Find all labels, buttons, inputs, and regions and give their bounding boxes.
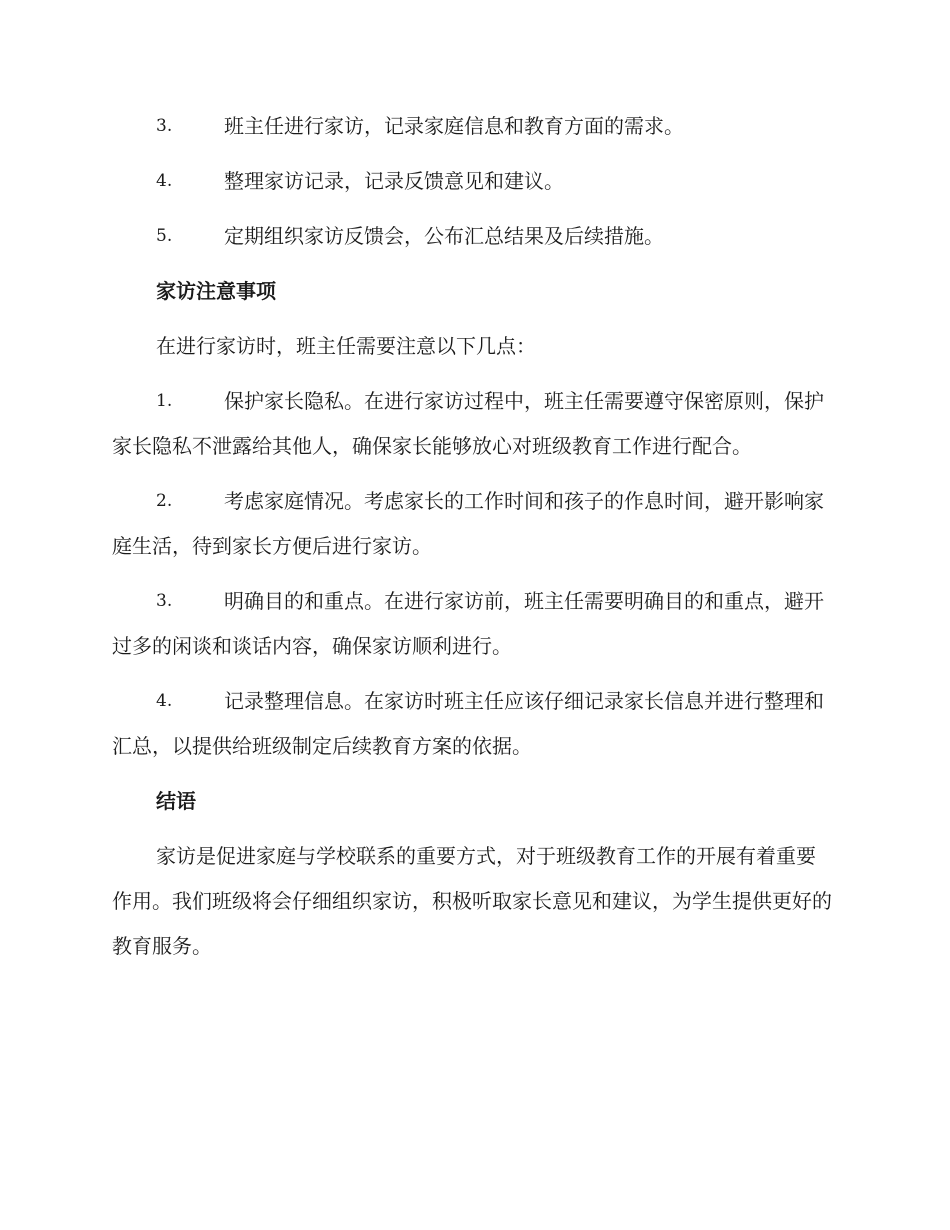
list-item-text: 整理家访记录，记录反馈意见和建议。 bbox=[224, 169, 564, 193]
document-body bbox=[112, 104, 834, 979]
note-item-3 bbox=[112, 579, 834, 669]
list-number: 4. bbox=[156, 691, 173, 711]
note-item-1 bbox=[112, 379, 834, 469]
section-heading-conclusion: 结语 bbox=[156, 789, 196, 813]
list-item-text: 班主任进行家访，记录家庭信息和教育方面的需求。 bbox=[224, 114, 684, 138]
list-number: 4. bbox=[156, 171, 173, 191]
conclusion-paragraph: 家访是促进家庭与学校联系的重要方式，对于班级教育工作的开展有着重要作用。我们班级将会仔细组织家访，积极听取家长意见和建议，为学生提供更好的教育服务。 bbox=[112, 844, 832, 958]
list-number: 3. bbox=[156, 591, 173, 611]
note-item-2 bbox=[112, 479, 834, 569]
list-item-text: 明确目的和重点。在进行家访前，班主任需要明确目的和重点，避开过多的闲谈和谈话内容，确保家访顺利进行。 bbox=[112, 589, 824, 658]
procedure-item-4 bbox=[112, 159, 834, 204]
list-item-text: 保护家长隐私。在进行家访过程中，班主任需要遵守保密原则，保护家长隐私不泄露给其他人，确保家长能够放心对班级教育工作进行配合。 bbox=[112, 389, 824, 458]
list-number: 3. bbox=[156, 116, 173, 136]
list-number: 2. bbox=[156, 491, 173, 511]
section-heading-notes: 家访注意事项 bbox=[156, 279, 276, 303]
list-number: 5. bbox=[156, 226, 173, 246]
list-number: 1. bbox=[156, 391, 173, 411]
procedure-item-5 bbox=[112, 214, 834, 259]
note-item-4 bbox=[112, 679, 834, 769]
notes-intro-paragraph: 在进行家访时，班主任需要注意以下几点： bbox=[156, 334, 536, 358]
list-item-text: 定期组织家访反馈会，公布汇总结果及后续措施。 bbox=[224, 224, 664, 248]
list-item-text: 考虑家庭情况。考虑家长的工作时间和孩子的作息时间，避开影响家庭生活，待到家长方便后进行家访。 bbox=[112, 489, 824, 558]
list-item-text: 记录整理信息。在家访时班主任应该仔细记录家长信息并进行整理和汇总，以提供给班级制定后续教育方案的依据。 bbox=[112, 689, 824, 758]
procedure-item-3 bbox=[112, 104, 834, 149]
